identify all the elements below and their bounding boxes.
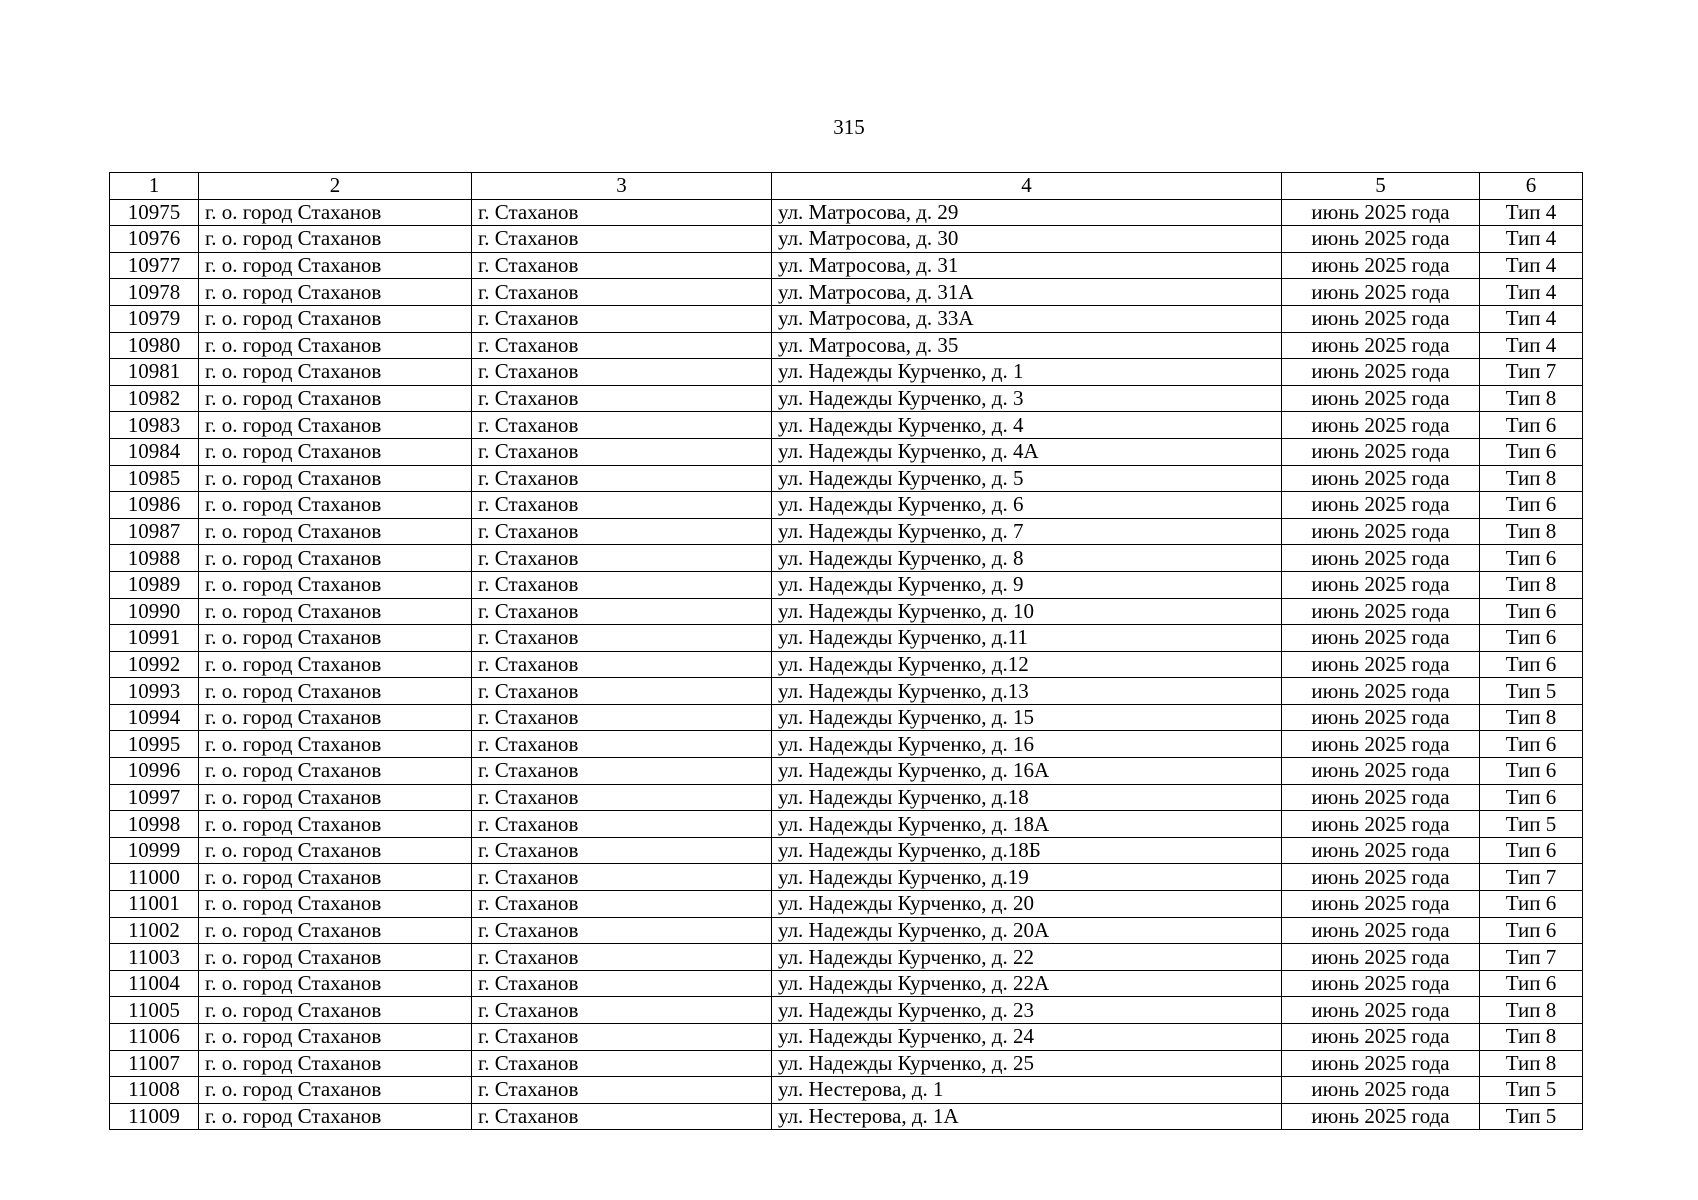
district-cell: г. о. город Стаханов	[199, 837, 472, 864]
type-cell: Тип 5	[1480, 1077, 1583, 1104]
city-cell: г. Стаханов	[472, 518, 772, 545]
city-cell: г. Стаханов	[472, 944, 772, 971]
date-cell: июнь 2025 года	[1282, 1024, 1480, 1051]
city-cell: г. Стаханов	[472, 1103, 772, 1130]
city-cell: г. Стаханов	[472, 385, 772, 412]
table-row	[110, 1050, 1583, 1077]
city-cell: г. Стаханов	[472, 864, 772, 891]
table-row	[110, 651, 1583, 678]
city-cell: г. Стаханов	[472, 465, 772, 492]
district-cell: г. о. город Стаханов	[199, 917, 472, 944]
district-cell: г. о. город Стаханов	[199, 625, 472, 652]
table-row	[110, 465, 1583, 492]
district-cell: г. о. город Стаханов	[199, 385, 472, 412]
district-cell: г. о. город Стаханов	[199, 545, 472, 572]
type-cell: Тип 6	[1480, 837, 1583, 864]
row-number-cell: 11008	[110, 1077, 199, 1104]
address-cell: ул. Надежды Курченко, д. 25	[772, 1050, 1282, 1077]
address-cell: ул. Надежды Курченко, д. 5	[772, 465, 1282, 492]
table-row	[110, 1077, 1583, 1104]
column-header-5: 5	[1282, 173, 1480, 200]
column-header-4: 4	[772, 173, 1282, 200]
table-header	[110, 173, 1583, 200]
date-cell: июнь 2025 года	[1282, 917, 1480, 944]
date-cell: июнь 2025 года	[1282, 332, 1480, 359]
address-cell: ул. Надежды Курченко, д. 9	[772, 571, 1282, 598]
district-cell: г. о. город Стаханов	[199, 518, 472, 545]
district-cell: г. о. город Стаханов	[199, 970, 472, 997]
district-cell: г. о. город Стаханов	[199, 305, 472, 332]
address-cell: ул. Матросова, д. 29	[772, 199, 1282, 226]
date-cell: июнь 2025 года	[1282, 811, 1480, 838]
type-cell: Тип 6	[1480, 598, 1583, 625]
type-cell: Тип 6	[1480, 784, 1583, 811]
row-number-cell: 10999	[110, 837, 199, 864]
date-cell: июнь 2025 года	[1282, 571, 1480, 598]
city-cell: г. Стаханов	[472, 252, 772, 279]
date-cell: июнь 2025 года	[1282, 492, 1480, 519]
date-cell: июнь 2025 года	[1282, 837, 1480, 864]
type-cell: Тип 4	[1480, 252, 1583, 279]
city-cell: г. Стаханов	[472, 1077, 772, 1104]
district-cell: г. о. город Стаханов	[199, 412, 472, 439]
address-cell: ул. Надежды Курченко, д. 24	[772, 1024, 1282, 1051]
table-row	[110, 598, 1583, 625]
address-cell: ул. Надежды Курченко, д. 18А	[772, 811, 1282, 838]
address-cell: ул. Надежды Курченко, д. 15	[772, 704, 1282, 731]
type-cell: Тип 5	[1480, 1103, 1583, 1130]
district-cell: г. о. город Стаханов	[199, 891, 472, 918]
address-cell: ул. Надежды Курченко, д. 16	[772, 731, 1282, 758]
date-cell: июнь 2025 года	[1282, 359, 1480, 386]
address-cell: ул. Надежды Курченко, д. 22А	[772, 970, 1282, 997]
address-cell: ул. Надежды Курченко, д. 22	[772, 944, 1282, 971]
type-cell: Тип 5	[1480, 811, 1583, 838]
table-row	[110, 811, 1583, 838]
city-cell: г. Стаханов	[472, 917, 772, 944]
row-number-cell: 11000	[110, 864, 199, 891]
district-cell: г. о. город Стаханов	[199, 465, 472, 492]
table-row	[110, 970, 1583, 997]
table-row	[110, 997, 1583, 1024]
type-cell: Тип 6	[1480, 438, 1583, 465]
date-cell: июнь 2025 года	[1282, 305, 1480, 332]
date-cell: июнь 2025 года	[1282, 758, 1480, 785]
type-cell: Тип 5	[1480, 678, 1583, 705]
date-cell: июнь 2025 года	[1282, 545, 1480, 572]
type-cell: Тип 6	[1480, 917, 1583, 944]
type-cell: Тип 6	[1480, 412, 1583, 439]
row-number-cell: 10994	[110, 704, 199, 731]
row-number-cell: 10991	[110, 625, 199, 652]
city-cell: г. Стаханов	[472, 545, 772, 572]
date-cell: июнь 2025 года	[1282, 1077, 1480, 1104]
table-row	[110, 412, 1583, 439]
city-cell: г. Стаханов	[472, 784, 772, 811]
row-number-cell: 10976	[110, 226, 199, 253]
date-cell: июнь 2025 года	[1282, 625, 1480, 652]
district-cell: г. о. город Стаханов	[199, 252, 472, 279]
type-cell: Тип 8	[1480, 1024, 1583, 1051]
header-row	[110, 173, 1583, 200]
row-number-cell: 10979	[110, 305, 199, 332]
district-cell: г. о. город Стаханов	[199, 784, 472, 811]
district-cell: г. о. город Стаханов	[199, 758, 472, 785]
district-cell: г. о. город Стаханов	[199, 571, 472, 598]
date-cell: июнь 2025 года	[1282, 598, 1480, 625]
address-cell: ул. Надежды Курченко, д. 20А	[772, 917, 1282, 944]
table-row	[110, 279, 1583, 306]
row-number-cell: 11003	[110, 944, 199, 971]
type-cell: Тип 6	[1480, 891, 1583, 918]
date-cell: июнь 2025 года	[1282, 199, 1480, 226]
table-row	[110, 784, 1583, 811]
table-row	[110, 492, 1583, 519]
city-cell: г. Стаханов	[472, 970, 772, 997]
address-cell: ул. Надежды Курченко, д.19	[772, 864, 1282, 891]
address-cell: ул. Надежды Курченко, д.11	[772, 625, 1282, 652]
district-cell: г. о. город Стаханов	[199, 279, 472, 306]
district-cell: г. о. город Стаханов	[199, 944, 472, 971]
row-number-cell: 10990	[110, 598, 199, 625]
row-number-cell: 10986	[110, 492, 199, 519]
district-cell: г. о. город Стаханов	[199, 651, 472, 678]
city-cell: г. Стаханов	[472, 412, 772, 439]
type-cell: Тип 8	[1480, 704, 1583, 731]
date-cell: июнь 2025 года	[1282, 891, 1480, 918]
table-body	[110, 199, 1583, 1130]
table-row	[110, 438, 1583, 465]
table-row	[110, 917, 1583, 944]
type-cell: Тип 8	[1480, 1050, 1583, 1077]
type-cell: Тип 7	[1480, 359, 1583, 386]
city-cell: г. Стаханов	[472, 837, 772, 864]
date-cell: июнь 2025 года	[1282, 678, 1480, 705]
city-cell: г. Стаханов	[472, 1050, 772, 1077]
district-cell: г. о. город Стаханов	[199, 864, 472, 891]
city-cell: г. Стаханов	[472, 332, 772, 359]
type-cell: Тип 4	[1480, 226, 1583, 253]
table-row	[110, 678, 1583, 705]
column-header-1: 1	[110, 173, 199, 200]
date-cell: июнь 2025 года	[1282, 784, 1480, 811]
date-cell: июнь 2025 года	[1282, 465, 1480, 492]
address-cell: ул. Надежды Курченко, д. 3	[772, 385, 1282, 412]
row-number-cell: 10982	[110, 385, 199, 412]
address-cell: ул. Надежды Курченко, д. 20	[772, 891, 1282, 918]
city-cell: г. Стаханов	[472, 891, 772, 918]
type-cell: Тип 7	[1480, 944, 1583, 971]
table-row	[110, 545, 1583, 572]
row-number-cell: 10975	[110, 199, 199, 226]
address-cell: ул. Надежды Курченко, д.18	[772, 784, 1282, 811]
type-cell: Тип 8	[1480, 465, 1583, 492]
type-cell: Тип 4	[1480, 279, 1583, 306]
address-cell: ул. Нестерова, д. 1А	[772, 1103, 1282, 1130]
type-cell: Тип 7	[1480, 864, 1583, 891]
table-row	[110, 1103, 1583, 1130]
row-number-cell: 10983	[110, 412, 199, 439]
date-cell: июнь 2025 года	[1282, 518, 1480, 545]
table-row	[110, 359, 1583, 386]
city-cell: г. Стаханов	[472, 625, 772, 652]
date-cell: июнь 2025 года	[1282, 997, 1480, 1024]
type-cell: Тип 6	[1480, 731, 1583, 758]
district-cell: г. о. город Стаханов	[199, 1050, 472, 1077]
table-row	[110, 891, 1583, 918]
district-cell: г. о. город Стаханов	[199, 438, 472, 465]
table-row	[110, 625, 1583, 652]
date-cell: июнь 2025 года	[1282, 704, 1480, 731]
address-cell: ул. Матросова, д. 30	[772, 226, 1282, 253]
table-row	[110, 305, 1583, 332]
district-cell: г. о. город Стаханов	[199, 811, 472, 838]
city-cell: г. Стаханов	[472, 279, 772, 306]
district-cell: г. о. город Стаханов	[199, 598, 472, 625]
row-number-cell: 11004	[110, 970, 199, 997]
row-number-cell: 10996	[110, 758, 199, 785]
date-cell: июнь 2025 года	[1282, 279, 1480, 306]
address-cell: ул. Надежды Курченко, д. 8	[772, 545, 1282, 572]
table-row	[110, 199, 1583, 226]
address-cell: ул. Надежды Курченко, д. 1	[772, 359, 1282, 386]
city-cell: г. Стаханов	[472, 678, 772, 705]
address-cell: ул. Надежды Курченко, д. 6	[772, 492, 1282, 519]
address-cell: ул. Нестерова, д. 1	[772, 1077, 1282, 1104]
city-cell: г. Стаханов	[472, 492, 772, 519]
row-number-cell: 10984	[110, 438, 199, 465]
date-cell: июнь 2025 года	[1282, 731, 1480, 758]
row-number-cell: 10993	[110, 678, 199, 705]
table-row	[110, 1024, 1583, 1051]
type-cell: Тип 6	[1480, 651, 1583, 678]
table-row	[110, 731, 1583, 758]
district-cell: г. о. город Стаханов	[199, 1077, 472, 1104]
column-header-6: 6	[1480, 173, 1583, 200]
address-cell: ул. Надежды Курченко, д.13	[772, 678, 1282, 705]
type-cell: Тип 8	[1480, 385, 1583, 412]
type-cell: Тип 4	[1480, 332, 1583, 359]
table-row	[110, 226, 1583, 253]
city-cell: г. Стаханов	[472, 1024, 772, 1051]
date-cell: июнь 2025 года	[1282, 252, 1480, 279]
table-row	[110, 944, 1583, 971]
row-number-cell: 11006	[110, 1024, 199, 1051]
city-cell: г. Стаханов	[472, 199, 772, 226]
type-cell: Тип 6	[1480, 545, 1583, 572]
address-cell: ул. Надежды Курченко, д. 4	[772, 412, 1282, 439]
date-cell: июнь 2025 года	[1282, 651, 1480, 678]
type-cell: Тип 4	[1480, 305, 1583, 332]
address-cell: ул. Надежды Курченко, д. 4А	[772, 438, 1282, 465]
city-cell: г. Стаханов	[472, 359, 772, 386]
district-cell: г. о. город Стаханов	[199, 704, 472, 731]
row-number-cell: 10995	[110, 731, 199, 758]
row-number-cell: 10997	[110, 784, 199, 811]
table-row	[110, 837, 1583, 864]
city-cell: г. Стаханов	[472, 997, 772, 1024]
address-cell: ул. Надежды Курченко, д. 16А	[772, 758, 1282, 785]
city-cell: г. Стаханов	[472, 731, 772, 758]
address-cell: ул. Матросова, д. 31	[772, 252, 1282, 279]
district-cell: г. о. город Стаханов	[199, 1024, 472, 1051]
table-row	[110, 518, 1583, 545]
row-number-cell: 10978	[110, 279, 199, 306]
type-cell: Тип 4	[1480, 199, 1583, 226]
row-number-cell: 10988	[110, 545, 199, 572]
city-cell: г. Стаханов	[472, 651, 772, 678]
city-cell: г. Стаханов	[472, 704, 772, 731]
district-cell: г. о. город Стаханов	[199, 1103, 472, 1130]
row-number-cell: 10981	[110, 359, 199, 386]
address-cell: ул. Надежды Курченко, д. 7	[772, 518, 1282, 545]
city-cell: г. Стаханов	[472, 598, 772, 625]
type-cell: Тип 8	[1480, 571, 1583, 598]
city-cell: г. Стаханов	[472, 226, 772, 253]
district-cell: г. о. город Стаханов	[199, 731, 472, 758]
address-cell: ул. Надежды Курченко, д.18Б	[772, 837, 1282, 864]
address-cell: ул. Матросова, д. 33А	[772, 305, 1282, 332]
address-cell: ул. Матросова, д. 35	[772, 332, 1282, 359]
city-cell: г. Стаханов	[472, 438, 772, 465]
date-cell: июнь 2025 года	[1282, 226, 1480, 253]
table-row	[110, 571, 1583, 598]
row-number-cell: 10987	[110, 518, 199, 545]
date-cell: июнь 2025 года	[1282, 1050, 1480, 1077]
type-cell: Тип 8	[1480, 518, 1583, 545]
date-cell: июнь 2025 года	[1282, 438, 1480, 465]
row-number-cell: 10980	[110, 332, 199, 359]
row-number-cell: 11009	[110, 1103, 199, 1130]
date-cell: июнь 2025 года	[1282, 970, 1480, 997]
district-cell: г. о. город Стаханов	[199, 199, 472, 226]
row-number-cell: 10989	[110, 571, 199, 598]
row-number-cell: 11001	[110, 891, 199, 918]
row-number-cell: 10977	[110, 252, 199, 279]
city-cell: г. Стаханов	[472, 811, 772, 838]
column-header-2: 2	[199, 173, 472, 200]
table-row	[110, 332, 1583, 359]
table-row	[110, 385, 1583, 412]
table-row	[110, 252, 1583, 279]
city-cell: г. Стаханов	[472, 571, 772, 598]
date-cell: июнь 2025 года	[1282, 1103, 1480, 1130]
registry-table	[109, 172, 1583, 1130]
city-cell: г. Стаханов	[472, 305, 772, 332]
district-cell: г. о. город Стаханов	[199, 332, 472, 359]
district-cell: г. о. город Стаханов	[199, 678, 472, 705]
address-cell: ул. Надежды Курченко, д. 10	[772, 598, 1282, 625]
type-cell: Тип 6	[1480, 625, 1583, 652]
district-cell: г. о. город Стаханов	[199, 492, 472, 519]
district-cell: г. о. город Стаханов	[199, 226, 472, 253]
table-row	[110, 758, 1583, 785]
table-row	[110, 704, 1583, 731]
row-number-cell: 10998	[110, 811, 199, 838]
table-row	[110, 864, 1583, 891]
row-number-cell: 11007	[110, 1050, 199, 1077]
address-cell: ул. Матросова, д. 31А	[772, 279, 1282, 306]
type-cell: Тип 8	[1480, 997, 1583, 1024]
date-cell: июнь 2025 года	[1282, 864, 1480, 891]
type-cell: Тип 6	[1480, 970, 1583, 997]
row-number-cell: 11002	[110, 917, 199, 944]
row-number-cell: 11005	[110, 997, 199, 1024]
type-cell: Тип 6	[1480, 492, 1583, 519]
district-cell: г. о. город Стаханов	[199, 997, 472, 1024]
date-cell: июнь 2025 года	[1282, 944, 1480, 971]
page-number: 315	[833, 115, 865, 139]
row-number-cell: 10985	[110, 465, 199, 492]
address-cell: ул. Надежды Курченко, д.12	[772, 651, 1282, 678]
address-cell: ул. Надежды Курченко, д. 23	[772, 997, 1282, 1024]
row-number-cell: 10992	[110, 651, 199, 678]
date-cell: июнь 2025 года	[1282, 412, 1480, 439]
date-cell: июнь 2025 года	[1282, 385, 1480, 412]
city-cell: г. Стаханов	[472, 758, 772, 785]
column-header-3: 3	[472, 173, 772, 200]
district-cell: г. о. город Стаханов	[199, 359, 472, 386]
type-cell: Тип 6	[1480, 758, 1583, 785]
